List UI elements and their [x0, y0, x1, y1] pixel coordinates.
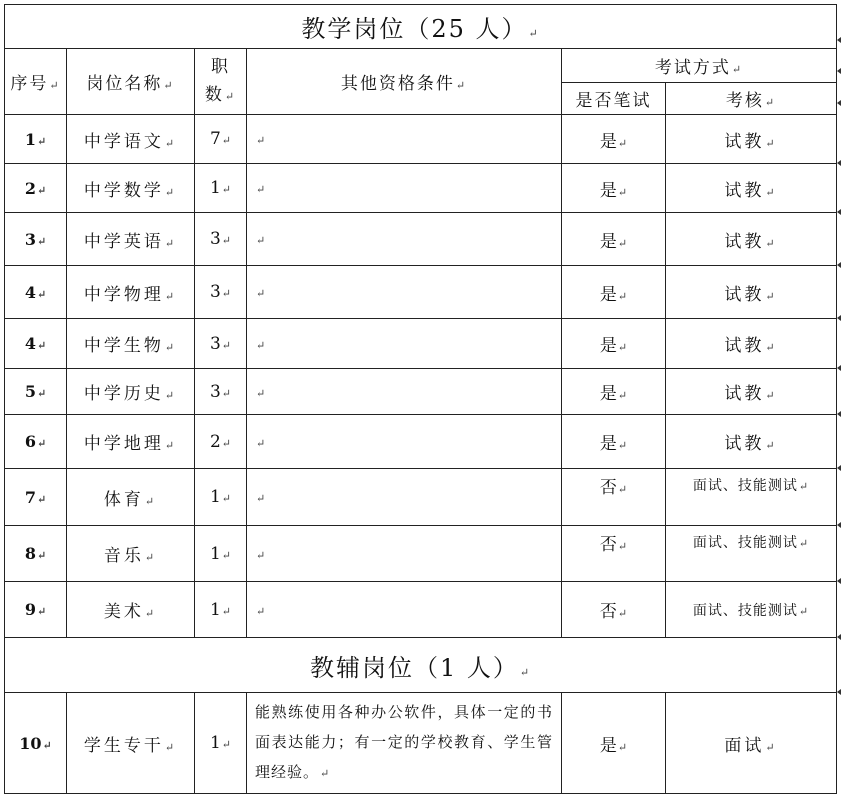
cell-conditions: ↵ — [247, 213, 562, 266]
row-end-marker — [836, 365, 841, 372]
cell-assessment: 试教↵ — [666, 115, 837, 164]
table-row — [5, 164, 837, 213]
cell-post: 中学历史↵ — [67, 369, 195, 415]
cell-post: 中学生物↵ — [67, 319, 195, 369]
cell-post: 中学数学↵ — [67, 164, 195, 213]
cell-seq: 4↵ — [5, 266, 67, 319]
cell-post: 学生专干↵ — [67, 693, 195, 794]
cell-seq: 7↵ — [5, 469, 67, 526]
header-exam-method: 考试方式↵ — [562, 49, 837, 83]
cell-seq: 2↵ — [5, 164, 67, 213]
cell-count: 7↵ — [195, 115, 247, 164]
row-end-marker — [836, 262, 841, 269]
table-row — [5, 469, 837, 526]
cell-assessment: 面试、技能测试↵ — [666, 526, 837, 582]
cell-assessment: 试教↵ — [666, 266, 837, 319]
header-conditions: 其他资格条件↵ — [247, 49, 562, 115]
cell-conditions: ↵ — [247, 319, 562, 369]
cell-written: 否↵ — [562, 582, 666, 638]
row-end-marker — [836, 209, 841, 216]
cell-written: 否↵ — [562, 469, 666, 526]
cell-assessment: 面试、技能测试↵ — [666, 582, 837, 638]
cell-conditions: ↵ — [247, 415, 562, 469]
table-row — [5, 415, 837, 469]
cell-seq: 4↵ — [5, 319, 67, 369]
cell-post: 中学英语↵ — [67, 213, 195, 266]
header-seq: 序号↵ — [5, 49, 67, 115]
cell-assessment: 试教↵ — [666, 164, 837, 213]
row-end-marker — [836, 68, 841, 75]
cell-count: 1↵ — [195, 164, 247, 213]
cell-seq: 3↵ — [5, 213, 67, 266]
cell-assessment: 试教↵ — [666, 213, 837, 266]
cell-written: 是↵ — [562, 415, 666, 469]
cell-conditions: ↵ — [247, 582, 562, 638]
cell-assessment: 面试、技能测试↵ — [666, 469, 837, 526]
table-row — [5, 582, 837, 638]
table-row — [5, 369, 837, 415]
cell-assessment: 试教↵ — [666, 415, 837, 469]
section-title-teaching: 教学岗位（25 人）↵ — [5, 5, 837, 49]
cell-conditions: ↵ — [247, 526, 562, 582]
cell-conditions: ↵ — [247, 469, 562, 526]
table-row — [5, 319, 837, 369]
cell-count: 3↵ — [195, 319, 247, 369]
cell-post: 中学物理↵ — [67, 266, 195, 319]
cell-assessment: 试教↵ — [666, 319, 837, 369]
cell-seq: 1↵ — [5, 115, 67, 164]
cell-assessment: 试教↵ — [666, 369, 837, 415]
header-post: 岗位名称↵ — [67, 49, 195, 115]
row-end-marker — [836, 160, 841, 167]
cell-post: 体育↵ — [67, 469, 195, 526]
cell-count: 3↵ — [195, 266, 247, 319]
cell-count: 2↵ — [195, 415, 247, 469]
cell-post: 中学地理↵ — [67, 415, 195, 469]
row-end-marker — [836, 578, 841, 585]
cell-written: 是↵ — [562, 115, 666, 164]
cell-seq: 6↵ — [5, 415, 67, 469]
row-end-marker — [836, 315, 841, 322]
table-row — [5, 213, 837, 266]
cell-assessment: 面试↵ — [666, 693, 837, 794]
cell-seq: 5↵ — [5, 369, 67, 415]
cell-conditions: ↵ — [247, 164, 562, 213]
cell-written: 是↵ — [562, 319, 666, 369]
cell-seq: 10↵ — [5, 693, 67, 794]
cell-written: 是↵ — [562, 266, 666, 319]
header-written: 是否笔试 — [562, 83, 666, 115]
cell-conditions: ↵ — [247, 369, 562, 415]
cell-count: 1↵ — [195, 469, 247, 526]
row-end-marker — [836, 522, 841, 529]
cell-seq: 8↵ — [5, 526, 67, 582]
header-count: 职 数↵ — [195, 49, 247, 115]
cell-count: 1↵ — [195, 526, 247, 582]
cell-seq: 9↵ — [5, 582, 67, 638]
recruitment-table — [4, 4, 837, 794]
section-title-auxiliary: 教辅岗位（1 人）↵ — [5, 638, 837, 693]
row-end-marker — [836, 37, 841, 44]
cell-count: 1↵ — [195, 693, 247, 794]
row-end-marker — [836, 465, 841, 472]
row-end-marker — [836, 411, 841, 418]
cell-written: 否↵ — [562, 526, 666, 582]
cell-written: 是↵ — [562, 369, 666, 415]
cell-written: 是↵ — [562, 164, 666, 213]
cell-post: 音乐↵ — [67, 526, 195, 582]
cell-post: 中学语文↵ — [67, 115, 195, 164]
table-row — [5, 526, 837, 582]
cell-count: 3↵ — [195, 213, 247, 266]
table-row — [5, 693, 837, 794]
cell-conditions: 能熟练使用各种办公软件，具体一定的书面表达能力；有一定的学校教育、学生管理经验。↵ — [247, 693, 562, 794]
table-row — [5, 115, 837, 164]
cell-written: 是↵ — [562, 213, 666, 266]
cell-written: 是↵ — [562, 693, 666, 794]
header-assessment: 考核↵ — [666, 83, 837, 115]
row-end-marker — [836, 689, 841, 696]
cell-count: 3↵ — [195, 369, 247, 415]
cell-post: 美术↵ — [67, 582, 195, 638]
row-end-marker — [836, 634, 841, 641]
row-end-marker — [836, 100, 841, 107]
cell-conditions: ↵ — [247, 115, 562, 164]
cell-conditions: ↵ — [247, 266, 562, 319]
cell-count: 1↵ — [195, 582, 247, 638]
table-row — [5, 266, 837, 319]
